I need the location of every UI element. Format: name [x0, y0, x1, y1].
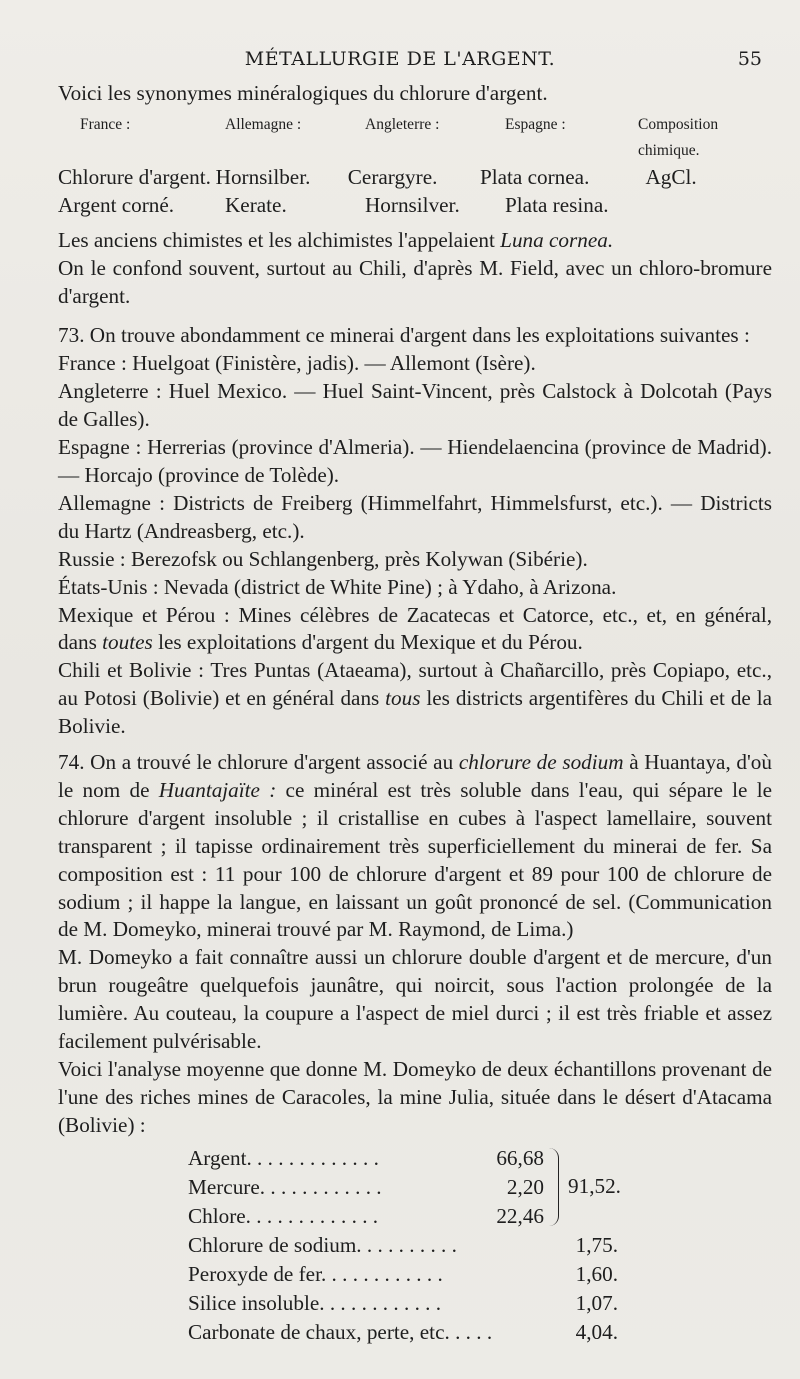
synonyms-table-row — [58, 164, 772, 192]
text-run: les exploitations d'argent du Mexique et du Pérou. — [152, 630, 583, 655]
section-73-paragraph: 73. On trouve abondamment ce minerai d'argent dans les exploitations suivantes : — [58, 323, 750, 348]
italic-run: toutes — [102, 630, 153, 655]
paragraph — [58, 657, 772, 741]
header-france: France : — [80, 115, 131, 133]
paragraph: Allemagne : Districts de Freiberg (Himmelfahrt, Himmelsfurst, etc.). — Districts du Hartz (Andreasberg, etc.). — [58, 490, 772, 543]
paragraph: Espagne : Herrerias (province d'Almeria). — Hiendelaencina (province de Madrid). — Horcajo (province de Tolède). — [58, 435, 772, 487]
table-cell: Hornsilver. — [365, 192, 460, 217]
paragraph: Voici l'analyse moyenne que donne M. Domeyko de deux échantillons provenant de l'une des riches mines de Caracoles, la mine Julia, située dans le désert d'Atacama (Bolivie) : — [58, 1057, 772, 1137]
synonyms-table-header — [58, 112, 772, 164]
paragraph — [58, 227, 772, 255]
analysis-row — [58, 1231, 772, 1260]
header-allemagne: Allemagne : — [225, 115, 302, 133]
analysis-label: Silice insoluble. . . . . . . . . . . . — [188, 1290, 442, 1315]
analysis-label: Mercure. . . . . . . . . . . . — [188, 1174, 382, 1199]
paragraph: Russie : Berezofsk ou Schlangenberg, près Kolywan (Sibérie). — [58, 546, 588, 571]
text-run: 74. On a trouvé le chlorure d'argent associé au — [58, 750, 459, 775]
italic-run: tous — [385, 686, 421, 711]
text-run: à Huantaya, d'où le nom de — [58, 750, 772, 802]
analysis-row — [58, 1173, 772, 1202]
text-run: Chili et Bolivie : Tres Puntas (Ataeama), surtout à Chañarcillo, près Copiapo, etc., au Potosi (Bolivie) et en général dans — [58, 658, 772, 711]
group-total: 91,52. — [568, 1173, 621, 1198]
header-composition: Composition chimique. — [638, 115, 719, 159]
text-run: les districts argentifères du Chili et de la Bolivie. — [58, 686, 772, 739]
page-number: 55 — [737, 48, 762, 70]
page-header — [0, 44, 800, 74]
table-cell: AgCl. — [645, 164, 697, 189]
table-cell: Cerargyre. — [347, 164, 438, 189]
section-74-paragraph — [58, 749, 772, 944]
analysis-value: 66,68 — [496, 1145, 544, 1170]
intro-line: Voici les synonymes minéralogiques du chlorure d'argent. — [58, 81, 548, 105]
body-text — [58, 80, 772, 1347]
analysis-value: 22,46 — [496, 1203, 544, 1228]
analysis-label: Chlore. . . . . . . . . . . . . — [188, 1203, 379, 1228]
header-angleterre: Angleterre : — [365, 115, 440, 133]
table-cell: Kerate. — [225, 192, 287, 217]
table-cell: Plata cornea. — [479, 164, 590, 189]
analysis-label: Carbonate de chaux, perte, etc. . . . . — [188, 1319, 493, 1344]
analysis-value: 1,60. — [575, 1261, 618, 1286]
analysis-row — [58, 1260, 772, 1289]
text-run: Les anciens chimistes et les alchimistes l'appelaient — [58, 227, 501, 252]
table-cell: Argent corné. — [58, 192, 175, 217]
paragraph: On le confond souvent, surtout au Chili, d'après M. Field, avec un chloro-bromure d'argent. — [58, 255, 772, 308]
analysis-row — [58, 1202, 772, 1231]
italic-run: chlorure de sodium — [458, 750, 624, 775]
table-cell: Plata resina. — [505, 192, 609, 217]
brace — [548, 1148, 559, 1226]
analysis-value: 1,75. — [575, 1232, 618, 1257]
analysis-label: Argent. . . . . . . . . . . . . — [188, 1145, 379, 1170]
analysis-group — [58, 1144, 772, 1231]
paragraph — [58, 602, 772, 658]
paragraph: M. Domeyko a fait connaître aussi un chlorure double d'argent et de mercure, d'un brun rougeâtre quelquefois jaunâtre, qui noircit, sous l'action prolongée de la lumière. Au couteau, la coupure a l'aspect de miel durci ; il est très friable et assez facilement pulvérisable. — [58, 945, 772, 1054]
analysis-value: 4,04. — [575, 1319, 618, 1344]
analysis-row — [58, 1289, 772, 1318]
synonyms-table-row — [58, 192, 772, 220]
italic-run: Luna cornea. — [500, 227, 614, 252]
analysis-value: 1,07. — [575, 1290, 618, 1315]
analysis-label: Chlorure de sodium. . . . . . . . . . — [188, 1232, 457, 1257]
running-title: MÉTALLURGIE DE L'ARGENT. — [244, 48, 556, 70]
analysis-row — [58, 1318, 772, 1347]
table-cell: Chlorure d'argent. — [58, 164, 211, 189]
italic-run: Huantajaïte : — [158, 777, 277, 802]
table-cell — [638, 192, 772, 220]
analysis-row — [58, 1144, 772, 1173]
analysis-table — [58, 1144, 772, 1347]
paragraph: France : Huelgoat (Finistère, jadis). — Allemont (Isère). — [58, 351, 536, 376]
paragraph: États-Unis : Nevada (district de White Pine) ; à Ydaho, à Arizona. — [58, 574, 617, 599]
header-espagne: Espagne : — [505, 115, 566, 133]
text-run: ce minéral est très soluble dans l'eau, qui sépare le le chlorure d'argent insoluble ; il cristallise en cubes à l'aspect lamellaire, souvent transparent ; il tapisse ordinairement très superficiellement du minerai de fer. Sa composition est : 11 pour 100 de chlorure d'argent et 89 pour 100 de chlorure de sodium ; il happe la langue, en laissant un goût prononcé de sel. (Communication de M. Domeyko, minerai trouvé par M. Raymond, de Lima.) — [58, 777, 772, 942]
text-run: Mexique et Pérou : Mines célèbres de Zacatecas et Catorce, etc., et, en général, dans — [58, 602, 772, 655]
analysis-value: 2,20 — [506, 1174, 544, 1199]
analysis-label: Peroxyde de fer. . . . . . . . . . . . — [188, 1261, 443, 1286]
table-cell: Hornsilber. — [215, 164, 311, 189]
paragraph: Angleterre : Huel Mexico. — Huel Saint-Vincent, près Calstock à Dolcotah (Pays de Galles). — [58, 379, 772, 432]
